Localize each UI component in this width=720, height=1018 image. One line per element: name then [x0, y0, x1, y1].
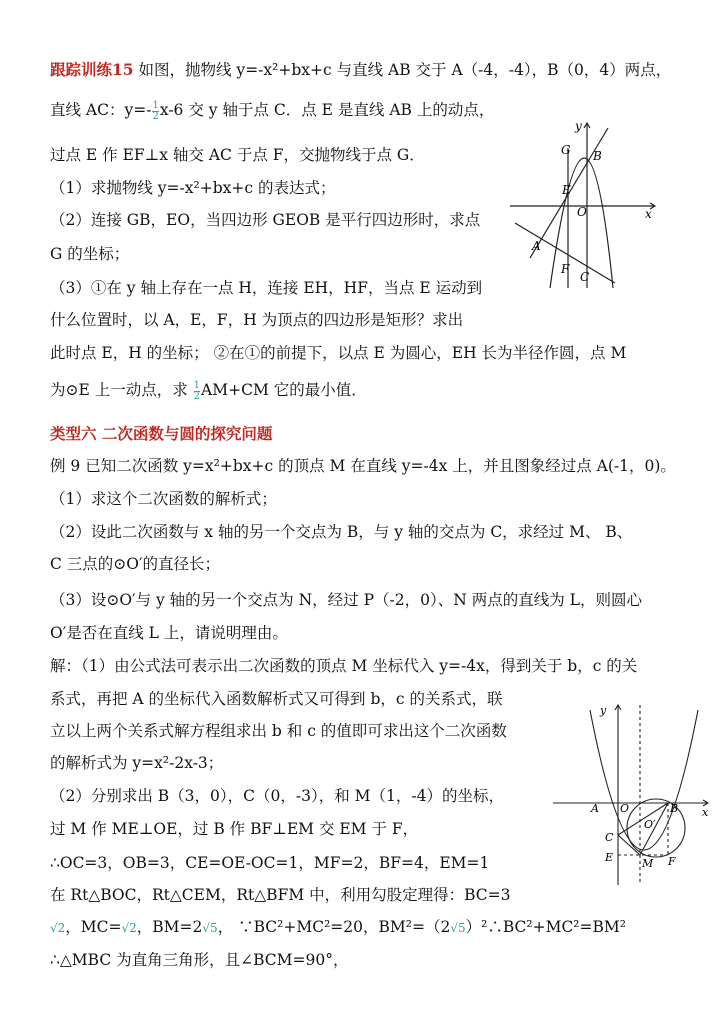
figure-parabola-circle — [548, 700, 718, 890]
solution-line-8: 在 Rt△BOC，Rt△CEM，Rt△BFM 中，利用勾股定理得：BC=3 — [50, 886, 511, 904]
solution-line-3: 立以上两个关系式解方程组求出 b 和 c 的值即可求出这个二次函数 — [50, 722, 507, 740]
fig2-label-E: E — [605, 851, 614, 864]
fig1-label-E: E — [562, 183, 571, 197]
solution-line-1: 解：（1）由公式法可表示出二次函数的顶点 M 坐标代入 y=-4x，得到关于 b，c 的关 — [50, 657, 638, 675]
problem-15-line-1: 跟踪训练15 如图，抛物线 y=-x²+bx+c 与直线 AB 交于 A（-4，-4），B（0，4）两点， — [50, 60, 672, 79]
problem-15-line-7: （3）①在 y 轴上存在一点 H，连接 EH，HF，当点 E 运动到 — [50, 279, 483, 297]
solution-line-9: √2，MC=√2，BM=2√5， ∵BC²+MC²=20，BM²=（2√5）²∴BC²+MC²=BM² — [50, 918, 626, 936]
problem-15-line-8: 什么位置时，以 A，E，F，H 为顶点的四边形是矩形？求出 — [50, 311, 464, 329]
figure-parabola-lines — [505, 118, 665, 298]
fig2-label-O-prime: O′ — [644, 818, 656, 831]
fig1-label-y: y — [575, 119, 582, 133]
example-9-line-3: （2）设此二次函数与 x 轴的另一个交点为 B，与 y 轴的交点为 C，求经过 M、 B、 — [50, 523, 633, 541]
fig1-label-B: B — [593, 149, 602, 163]
problem-15-line-9: 此时点 E，H 的坐标； ②在①的前提下，以点 E 为圆心，EH 长为半径作圆，点 M — [50, 344, 627, 362]
solution-line-10: ∴△MBC 为直角三角形，且∠BCM=90°， — [50, 951, 349, 969]
fig2-label-C: C — [605, 831, 614, 844]
fig1-label-F: F — [561, 262, 570, 276]
section-header: 类型六 二次函数与圆的探究问题 — [50, 424, 273, 443]
example-9-line-5: （3）设⊙O′与 y 轴的另一个交点为 N，经过 P（-2，0）、N 两点的直线为 L，则圆心 — [50, 591, 642, 609]
problem-15-line-3: 过点 E 作 EF⊥x 轴交 AC 于点 F，交抛物线于点 G． — [50, 146, 425, 164]
problem-15-line-6: G 的坐标； — [50, 245, 130, 263]
problem-15-line-4: （1）求抛物线 y=-x²+bx+c 的表达式； — [50, 179, 336, 197]
problem-15-line-5: （2）连接 GB，EO，当四边形 GEOB 是平行四边形时，求点 — [50, 211, 481, 229]
fig1-label-C: C — [580, 270, 590, 284]
fig1-label-G: G — [561, 143, 571, 157]
example-9-line-4: C 三点的⊙O′的直径长； — [50, 555, 221, 573]
fig1-label-x: x — [645, 207, 652, 221]
fig2-label-O: O — [620, 802, 630, 815]
fig1-label-O: O — [577, 205, 587, 219]
solution-line-7: ∴OC=3，OB=3，CE=OE-OC=1，MF=2，BF=4，EM=1 — [50, 854, 490, 872]
fig1-label-A: A — [532, 239, 541, 253]
fig2-label-x: x — [702, 806, 709, 819]
problem-title: 跟踪训练15 — [50, 60, 134, 79]
fig2-label-B: B — [670, 802, 679, 815]
fig2-label-F: F — [668, 855, 676, 868]
example-9-line-2: （1）求这个二次函数的解析式； — [50, 490, 277, 508]
problem-15-line-10: 为⊙E 上一动点，求 $\frac{1}{2}$ AM+CM 它的最小值． — [50, 379, 367, 402]
solution-line-4: 的解析式为 y=x²-2x-3； — [50, 754, 224, 772]
fig2-label-M: M — [642, 857, 654, 870]
problem-15-line-2: 直线 AC：y=- $\frac{1}{2}$ x-6 交 y 轴于点 C．点 E 是直线 AB 上的动点， — [50, 99, 495, 122]
fig2-label-A: A — [591, 802, 599, 815]
solution-line-5: （2）分别求出 B（3，0），C（0，-3），和 M（1，-4）的坐标， — [50, 787, 504, 805]
solution-line-6: 过 M 作 ME⊥OE，过 B 作 BF⊥EM 交 EM 于 F， — [50, 820, 419, 838]
fraction-half: $\frac{1}{2}$ — [193, 379, 201, 402]
fraction-half: $\frac{1}{2}$ — [152, 99, 159, 122]
example-9-line-6: O′是否在直线 L 上，请说明理由。 — [50, 624, 288, 642]
fig2-label-y: y — [600, 704, 607, 717]
example-9-line-1: 例 9 已知二次函数 y=x²+bx+c 的顶点 M 在直线 y=-4x 上，并且图象经过点 A(-1，0)。 — [50, 457, 676, 475]
solution-line-2: 系式，再把 A 的坐标代入函数解析式又可得到 b，c 的关系式，联 — [50, 690, 503, 708]
